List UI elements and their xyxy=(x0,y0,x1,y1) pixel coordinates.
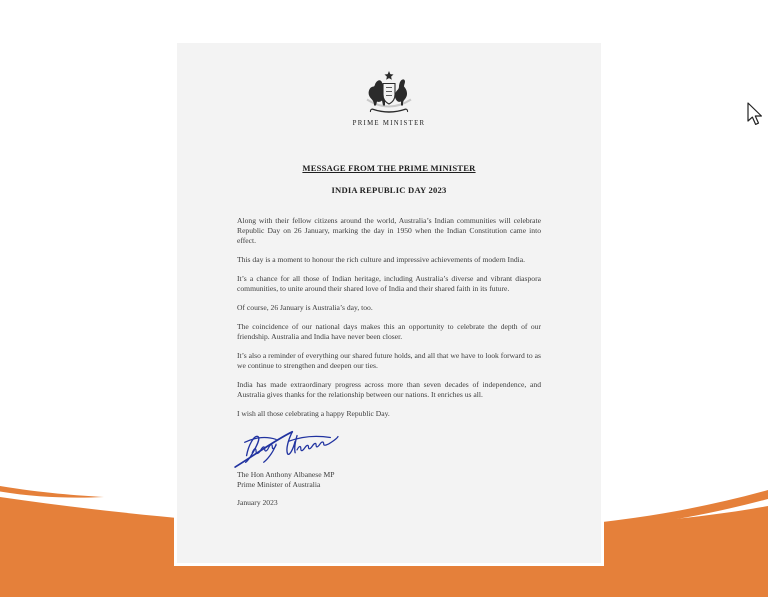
crest-star xyxy=(385,71,394,80)
letter-title: MESSAGE FROM THE PRIME MINISTER xyxy=(302,163,476,173)
signatory-title: Prime Minister of Australia xyxy=(237,479,321,489)
letter-subtitle: INDIA REPUBLIC DAY 2023 xyxy=(331,185,447,195)
letter-paragraph: India has made extraordinary progress across more than seven decades of independence, and Australia gives thanks for the relationship between our nations. It enriches us all. xyxy=(237,380,541,399)
letter-paragraph: Along with their fellow citizens around the world, Australia’s Indian communities will celebrate Republic Day on 26 January, marking the day in 1950 when the Indian Constitution came into effect. xyxy=(237,216,541,245)
letter-paragraph: It’s a chance for all those of Indian heritage, including Australia’s diverse and vibrant diaspora communities, to unite around their shared love of India and their shared faith in its future. xyxy=(237,274,541,293)
mouse-cursor-icon xyxy=(746,102,763,126)
signatory-name: The Hon Anthony Albanese MP xyxy=(237,470,335,479)
letter-paragraph: Of course, 26 January is Australia’s day, too. xyxy=(237,303,373,312)
letter-paragraph: The coincidence of our national days makes this an opportunity to celebrate the depth of our friendship. Australia and India have never been closer. xyxy=(237,322,541,341)
letter-body xyxy=(237,216,541,419)
letter-paragraph: It’s also a reminder of everything our shared future holds, and all that we have to look forward to as we continue to strengthen and deepen our ties. xyxy=(237,351,541,370)
crest-shield xyxy=(383,84,395,105)
letter-document xyxy=(177,43,601,563)
signoff-block xyxy=(237,470,541,489)
prime-minister-label: PRIME MINISTER xyxy=(352,120,426,127)
letter-paragraph: I wish all those celebrating a happy Republic Day. xyxy=(237,409,390,418)
orange-sliver-left xyxy=(0,486,104,498)
crest-scroll xyxy=(372,109,406,112)
australian-coat-of-arms-icon xyxy=(361,70,417,115)
signature-anthony-albanese xyxy=(232,428,344,468)
letter-paragraph: This day is a moment to honour the rich culture and impressive achievements of modern India. xyxy=(237,255,526,264)
letter-date: January 2023 xyxy=(237,498,278,507)
